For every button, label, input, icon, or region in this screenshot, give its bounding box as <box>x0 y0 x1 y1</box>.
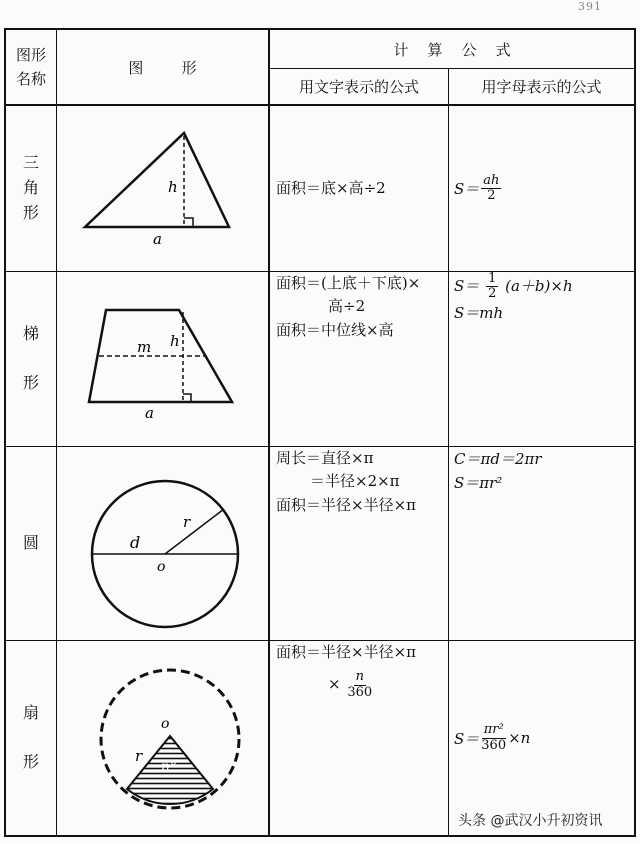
formula-rest: (a＋b)×h <box>505 276 573 295</box>
times-sign: × <box>328 675 341 694</box>
page-number: 391 <box>578 0 602 13</box>
formula-line: 面积＝中位线×高 <box>276 320 394 339</box>
fraction-numerator: ah <box>483 172 500 188</box>
formula-line: 高÷2 <box>328 297 366 316</box>
sector-figure <box>57 641 268 835</box>
row-name-sector: 扇 形 <box>22 702 39 772</box>
formula-lhs: S＝ <box>454 276 480 295</box>
formula-line: 面积＝(上底＋下底)× <box>276 274 421 292</box>
col3-rule <box>448 68 449 837</box>
formula-line: 面积＝半径×半径×π <box>276 643 416 661</box>
table-right-border <box>634 28 636 837</box>
circle-letter-formula <box>454 447 632 640</box>
trapezoid-letter-formula <box>454 272 632 446</box>
row-name-trapezoid: 梯 形 <box>22 323 39 393</box>
header-figure: 图 形 <box>128 58 197 77</box>
watermark: 头条 @武汉小升初资讯 <box>458 813 603 829</box>
fraction-numerator: n <box>355 669 364 685</box>
circle-text-formula <box>276 447 448 640</box>
circle-label-d: d <box>130 533 141 552</box>
fraction-numerator: 1 <box>488 271 497 286</box>
sector-label-o: o <box>161 716 170 732</box>
trapezoid-label-m: m <box>137 338 152 356</box>
trapezoid-label-h: h <box>170 332 180 350</box>
circle-label-r: r <box>183 513 191 531</box>
row-name-circle: 圆 <box>22 533 39 553</box>
trapezoid-label-a: a <box>145 404 154 422</box>
fraction-numerator: πr² <box>483 722 504 738</box>
formula-line: C＝πd＝2πr <box>454 450 542 468</box>
fraction-denominator: 360 <box>481 737 507 753</box>
trapezoid-figure <box>57 272 268 446</box>
triangle-figure <box>57 106 268 271</box>
sector-label-r: r <box>135 747 143 765</box>
fraction-denominator: 360 <box>347 684 373 700</box>
triangle-label-h: h <box>168 178 178 196</box>
fraction-denominator: 2 <box>488 286 497 302</box>
header-text-formula: 用文字表示的公式 <box>298 78 419 96</box>
triangle-letter-formula <box>454 106 632 271</box>
header-formula-group: 计 算 公 式 <box>393 40 511 59</box>
sector-letter-formula <box>454 641 632 835</box>
header-shape-name: 图形 名称 <box>15 46 46 88</box>
circle-label-o: o <box>157 559 166 575</box>
formula-line: 面积＝半径×半径×π <box>276 495 416 514</box>
formula-lhs: S＝ <box>454 180 480 198</box>
row-name-triangle: 三 角 形 <box>22 153 39 222</box>
fraction <box>481 723 506 753</box>
fraction-denominator: 2 <box>487 188 496 203</box>
formula-line <box>276 670 374 700</box>
formula-line: S＝πr² <box>454 474 503 492</box>
formula-line: ＝半径×2×π <box>310 472 400 491</box>
triangle-label-a: a <box>153 230 162 248</box>
table-bottom-border <box>4 835 636 837</box>
fraction <box>486 272 498 302</box>
formula-line <box>454 272 573 302</box>
triangle-text-formula <box>276 106 446 271</box>
header-letter-formula: 用字母表示的公式 <box>481 78 602 96</box>
fraction <box>347 670 372 700</box>
formula-lhs: S＝ <box>454 729 480 748</box>
sector-label-n: n° <box>161 759 178 775</box>
trapezoid-text-formula <box>276 272 448 446</box>
circle-figure <box>57 447 268 640</box>
formula-rest: ×n <box>508 729 531 747</box>
formula-line: 面积＝底×高÷2 <box>276 178 386 197</box>
fraction <box>481 174 501 204</box>
formula-line: S＝mh <box>454 303 504 322</box>
formula-line: 周长＝直径×π <box>276 449 374 467</box>
col2-rule <box>268 28 270 837</box>
sector-text-formula <box>276 641 448 835</box>
